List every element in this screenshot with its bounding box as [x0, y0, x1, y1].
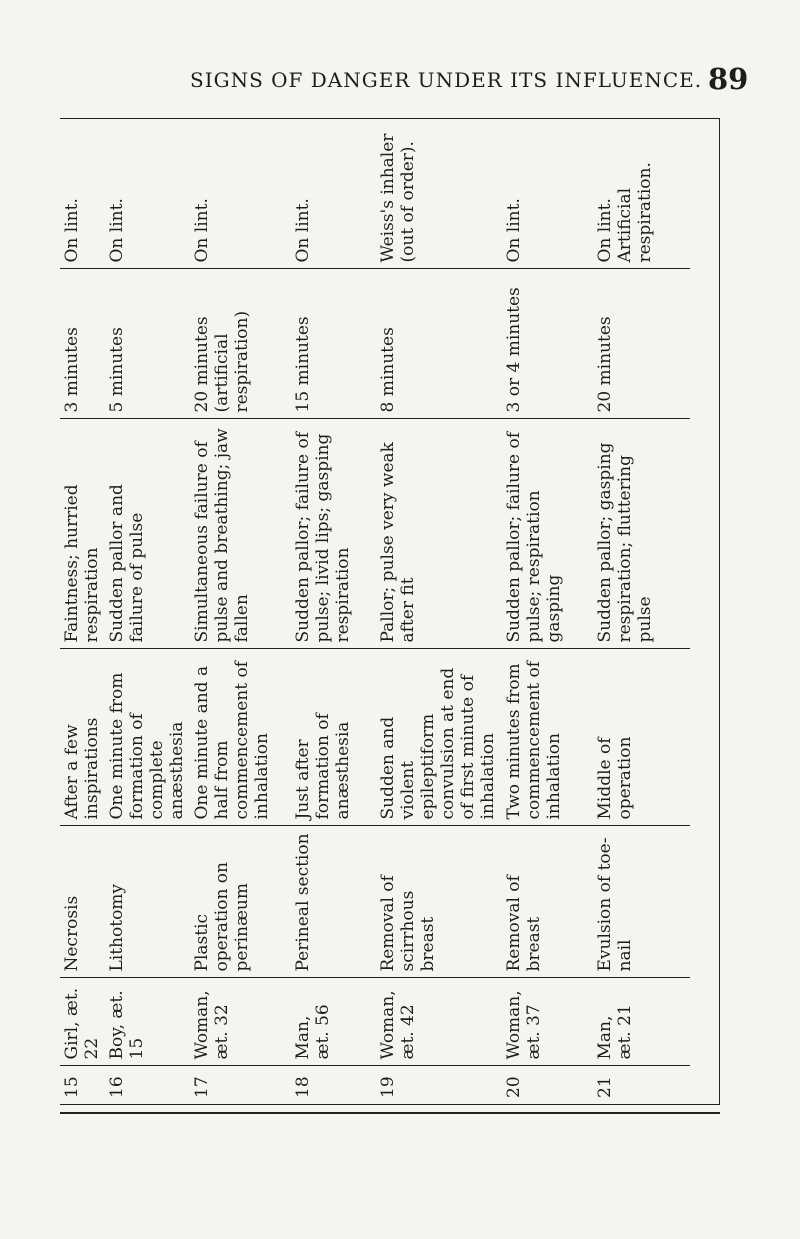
cell-result: Weiss's inhaler (out of order).: [378, 133, 418, 263]
cases-table-body: [60, 119, 690, 1104]
cell-no: 18: [291, 1066, 376, 1104]
table-row: [105, 119, 190, 1104]
cell-operation: Evulsion of toe-nail: [593, 826, 690, 978]
cell-time-of-danger: One minute and a half from commencement of inhalation: [190, 649, 291, 826]
cell-time-of-danger: After a few inspirations: [60, 649, 105, 826]
table-row: [291, 119, 376, 1104]
cell-result: On lint.: [191, 198, 212, 263]
cell-operation: Lithotomy: [105, 826, 190, 978]
cell-symptoms: Sudden pallor; failure of pulse; livid lips; gasping respiration: [291, 419, 376, 649]
cell-patient: Boy, æt. 15: [105, 978, 190, 1066]
table-row: [60, 119, 105, 1104]
table-bottom-rule: [60, 1104, 720, 1105]
table-right-rule: [719, 118, 720, 1104]
table-row: [376, 119, 502, 1104]
cell-result: On lint.: [106, 198, 127, 263]
table-foot-rule: [60, 1112, 720, 1114]
cell-operation: Plastic operation on perinæum: [190, 826, 291, 978]
cell-operation: Removal of scirrhous breast: [376, 826, 502, 978]
rotated-table-wrapper: [60, 119, 690, 1104]
cell-symptoms: Sudden pallor; gasping respiration; fluttering pulse: [593, 419, 690, 649]
cell-patient: Woman, æt. 42: [376, 978, 502, 1066]
cell-patient: Woman, æt. 32: [190, 978, 291, 1066]
cell-time-of-danger: One minute from formation of complete anæsthesia: [105, 649, 190, 826]
cell-no: 16: [105, 1066, 190, 1104]
table-row: [502, 119, 593, 1104]
cell-operation: Removal of breast: [502, 826, 593, 978]
cell-no: 15: [60, 1066, 105, 1104]
cell-no: 19: [376, 1066, 502, 1104]
cell-symptoms: Sudden pallor and failure of pulse: [105, 419, 190, 649]
cell-operation: Necrosis: [60, 826, 105, 978]
cell-no: 20: [502, 1066, 593, 1104]
cell-duration: 20 minutes: [593, 269, 690, 419]
page-number: 89: [708, 62, 749, 96]
cell-result: On lint.: [503, 198, 524, 263]
cell-symptoms: Simultaneous failure of pulse and breathing; jaw fallen: [190, 419, 291, 649]
cell-duration: 3 or 4 minutes: [502, 269, 593, 419]
cell-symptoms: Sudden pallor; failure of pulse; respiration gasping: [502, 419, 593, 649]
running-head: [0, 62, 800, 102]
running-title: SIGNS OF DANGER UNDER ITS INFLUENCE.: [190, 68, 703, 92]
cases-table: [60, 119, 690, 1104]
cell-patient: Girl, æt. 22: [60, 978, 105, 1066]
cell-duration: 15 minutes: [291, 269, 376, 419]
cell-operation: Perineal section: [291, 826, 376, 978]
cell-duration: 3 minutes: [60, 269, 105, 419]
cell-result: On lint.: [62, 198, 82, 263]
cell-result: On lint. Artificial respiration.: [594, 162, 655, 263]
cell-patient: Woman, æt. 37: [502, 978, 593, 1066]
cell-time-of-danger: Just after formation of anæsthesia: [291, 649, 376, 826]
table-row: [190, 119, 291, 1104]
cell-no: 21: [593, 1066, 690, 1104]
cell-no: 17: [190, 1066, 291, 1104]
cell-time-of-danger: Middle of operation: [593, 649, 690, 826]
table-row: [593, 119, 690, 1104]
cell-symptoms: Faintness; hurried respiration: [60, 419, 105, 649]
cell-duration: 8 minutes: [376, 269, 502, 419]
cell-patient: Man, æt. 21: [593, 978, 690, 1066]
cell-symptoms: Pallor; pulse very weak after fit: [376, 419, 502, 649]
cell-time-of-danger: Sudden and violent epileptiform convulsion at end of first minute of inhalation: [376, 649, 502, 826]
cell-time-of-danger: Two minutes from commencement of inhalation: [502, 649, 593, 826]
cell-patient: Man, æt. 56: [291, 978, 376, 1066]
cell-duration: 20 minutes (artificial respiration): [190, 269, 291, 419]
cell-duration: 5 minutes: [105, 269, 190, 419]
cell-result: On lint.: [292, 198, 313, 263]
